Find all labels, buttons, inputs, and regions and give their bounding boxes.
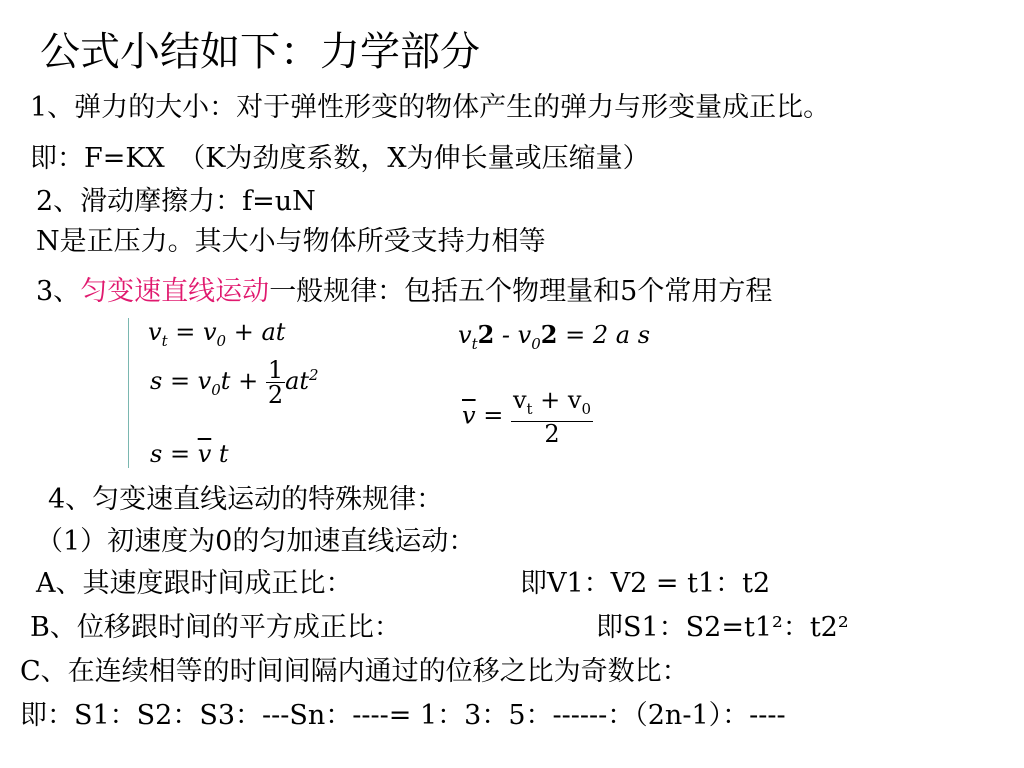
formula-average-velocity: $\overline{v}$ = $\frac{v_t + v_0}{2}$	[462, 386, 592, 448]
text-line-velocity-ratio: A、其速度跟时间成正比：	[36, 568, 353, 599]
text-line-displacement-ratio: B、位移跟时间的平方成正比：	[30, 612, 401, 643]
formula-velocity-squared: $v_t2 - v_02 = 2$ a s	[458, 320, 651, 353]
text-line-odd-ratio-formula: 即：S1：S2：S3：---Sn：----= 1：3：5：------：（2n-1）：----	[20, 700, 786, 731]
text-velocity-ratio-formula: 即V1：V2 = t1：t2	[520, 568, 771, 599]
text-displacement-ratio-formula: 即S1：S2=t1²：t2²	[596, 612, 849, 643]
formula-velocity: $v_t = v_0$ + at	[148, 318, 286, 350]
text-line-special-rules: 4、匀变速直线运动的特殊规律：	[48, 484, 444, 515]
text-line-uniform-motion	[36, 276, 772, 308]
text-line-hooke-law: 即：F=KX （K为劲度系数，X为伸长量或压缩量）	[30, 143, 650, 174]
line-suffix: 一般规律：包括五个物理量和5个常用方程	[269, 276, 773, 307]
text-line-friction: 2、滑动摩擦力：f=uN	[36, 186, 316, 217]
highlight-term: 匀变速直线运动	[80, 276, 270, 307]
text-line-odd-ratio: C、在连续相等的时间间隔内通过的位移之比为奇数比：	[20, 656, 689, 687]
text-line-normal-force: N是正压力。其大小与物体所受支持力相等	[36, 226, 546, 257]
formula-avg-displacement: $s = \overline{v}$ t	[150, 440, 229, 468]
text-line-zero-initial: （1）初速度为0的匀加速直线运动：	[36, 526, 476, 557]
page-title: 公式小结如下：力学部分	[40, 29, 480, 75]
formula-displacement: $s = v_0t$ + $\frac{1}{2}$ $at^2$	[150, 356, 319, 409]
line-prefix: 3、	[36, 276, 81, 307]
text-line-elastic-force: 1、弹力的大小：对于弹性形变的物体产生的弹力与形变量成正比。	[30, 92, 831, 123]
